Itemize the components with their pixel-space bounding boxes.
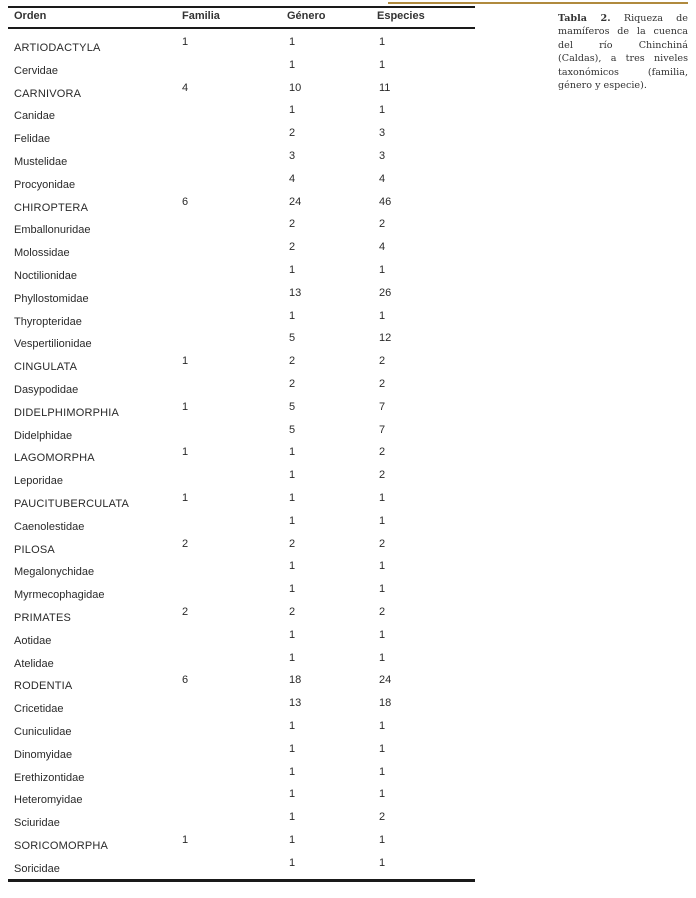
genero-count: 4 xyxy=(289,172,296,185)
taxon-name: Soricidae xyxy=(14,862,60,875)
especies-count: 1 xyxy=(379,651,386,664)
table-row xyxy=(8,355,475,378)
genero-count: 5 xyxy=(289,400,296,413)
taxon-name: Mustelidae xyxy=(14,155,68,168)
genero-count: 1 xyxy=(289,104,296,117)
table-bottom-rule xyxy=(8,879,475,882)
genero-count: 1 xyxy=(289,651,296,664)
table-row xyxy=(8,515,475,538)
especies-count: 3 xyxy=(379,127,386,140)
taxon-name: Noctilionidae xyxy=(14,269,77,282)
table-row xyxy=(8,538,475,561)
table-row xyxy=(8,629,475,652)
taxon-name: Procyonidae xyxy=(14,178,76,191)
taxon-name: Molossidae xyxy=(14,247,70,260)
table-row xyxy=(8,401,475,424)
especies-count: 1 xyxy=(379,742,386,755)
genero-count: 1 xyxy=(289,765,296,778)
especies-count: 26 xyxy=(379,286,392,299)
especies-count: 1 xyxy=(379,833,386,846)
especies-count: 1 xyxy=(379,560,386,573)
taxon-name: LAGOMORPHA xyxy=(14,452,95,465)
table-body xyxy=(8,36,475,879)
especies-count: 1 xyxy=(379,514,386,527)
taxon-name: CHIROPTERA xyxy=(14,201,89,214)
especies-count: 24 xyxy=(379,674,392,687)
especies-count: 1 xyxy=(379,104,386,117)
taxon-name: PILOSA xyxy=(14,543,55,556)
especies-count: 12 xyxy=(379,332,392,345)
especies-count: 2 xyxy=(379,605,386,618)
table-row xyxy=(8,59,475,82)
table-row xyxy=(8,127,475,150)
especies-count: 1 xyxy=(379,36,386,48)
genero-count: 1 xyxy=(289,309,296,322)
table-row xyxy=(8,378,475,401)
familia-count: 4 xyxy=(182,81,189,94)
taxon-name: Leporidae xyxy=(14,475,63,488)
especies-count: 1 xyxy=(379,719,386,732)
genero-count: 1 xyxy=(289,811,296,824)
especies-count: 46 xyxy=(379,195,392,208)
table-row xyxy=(8,560,475,583)
taxon-name: DIDELPHIMORPHIA xyxy=(14,406,120,419)
especies-count: 1 xyxy=(379,309,386,322)
especies-count: 2 xyxy=(379,811,386,824)
especies-count: 1 xyxy=(379,583,386,596)
header-especies: Especies xyxy=(377,10,425,22)
table-row xyxy=(8,310,475,333)
especies-count: 3 xyxy=(379,149,386,162)
taxon-name: Felidae xyxy=(14,133,51,146)
familia-count: 1 xyxy=(182,446,189,459)
familia-count: 1 xyxy=(182,355,189,368)
taxon-name: Phyllostomidae xyxy=(14,292,89,305)
especies-count: 1 xyxy=(379,263,386,276)
especies-count: 1 xyxy=(379,856,386,869)
taxon-name: Dasypodidae xyxy=(14,383,79,396)
especies-count: 1 xyxy=(379,788,386,801)
taxon-name: PRIMATES xyxy=(14,611,72,624)
especies-count: 2 xyxy=(379,469,386,482)
taxon-name: Caenolestidae xyxy=(14,520,85,533)
taxon-name: RODENTIA xyxy=(14,680,73,693)
table-row xyxy=(8,36,475,59)
taxon-name: Sciuridae xyxy=(14,817,60,830)
table-row xyxy=(8,150,475,173)
especies-count: 1 xyxy=(379,628,386,641)
table-row xyxy=(8,82,475,105)
table-row xyxy=(8,492,475,515)
genero-count: 1 xyxy=(289,514,296,527)
table-row xyxy=(8,834,475,857)
genero-count: 10 xyxy=(289,81,302,94)
taxon-name: Aotidae xyxy=(14,634,52,647)
genero-count: 24 xyxy=(289,195,302,208)
genero-count: 2 xyxy=(289,605,296,618)
header-orden: Orden xyxy=(14,10,47,22)
table-row xyxy=(8,697,475,720)
taxon-name: Cuniculidae xyxy=(14,725,72,738)
especies-count: 7 xyxy=(379,400,386,413)
taxon-name: Didelphidae xyxy=(14,429,73,442)
table-top-rule xyxy=(8,6,475,8)
especies-count: 2 xyxy=(379,377,386,390)
genero-count: 1 xyxy=(289,856,296,869)
taxon-name: Dinomyidae xyxy=(14,748,73,761)
genero-count: 1 xyxy=(289,833,296,846)
table-row xyxy=(8,583,475,606)
familia-count: 1 xyxy=(182,36,189,48)
taxon-name: Atelidae xyxy=(14,657,54,670)
header-accent-rule xyxy=(388,2,688,4)
genero-count: 1 xyxy=(289,628,296,641)
genero-count: 1 xyxy=(289,788,296,801)
familia-count: 6 xyxy=(182,674,189,687)
genero-count: 2 xyxy=(289,537,296,550)
taxon-name: Erethizontidae xyxy=(14,771,85,784)
genero-count: 1 xyxy=(289,742,296,755)
especies-count: 7 xyxy=(379,423,386,436)
genero-count: 13 xyxy=(289,697,302,710)
header-genero: Género xyxy=(287,10,326,22)
table-row xyxy=(8,104,475,127)
familia-count: 1 xyxy=(182,491,189,504)
genero-count: 2 xyxy=(289,241,296,254)
genero-count: 1 xyxy=(289,560,296,573)
header-familia: Familia xyxy=(182,10,220,22)
taxon-name: SORICOMORPHA xyxy=(14,839,109,852)
genero-count: 2 xyxy=(289,127,296,140)
table-row xyxy=(8,674,475,697)
genero-count: 1 xyxy=(289,36,296,48)
genero-count: 1 xyxy=(289,491,296,504)
familia-count: 1 xyxy=(182,400,189,413)
taxon-name: Cricetidae xyxy=(14,703,64,716)
especies-count: 18 xyxy=(379,697,392,710)
caption-text: Riqueza de mamíferos de la cuenca del río Chinchiná (Caldas), a tres niveles taxonómicos (familia, género y especie). xyxy=(558,13,688,92)
table-caption xyxy=(558,12,688,92)
taxon-name: Megalonychidae xyxy=(14,566,95,579)
genero-count: 13 xyxy=(289,286,302,299)
taxon-name: Myrmecophagidae xyxy=(14,589,105,602)
especies-count: 2 xyxy=(379,537,386,550)
taxon-name: CINGULATA xyxy=(14,361,78,374)
especies-count: 2 xyxy=(379,218,386,231)
familia-count: 1 xyxy=(182,833,189,846)
taxon-name: Emballonuridae xyxy=(14,224,91,237)
caption-label: Tabla 2. xyxy=(558,13,611,24)
table-row xyxy=(8,857,475,880)
especies-count: 2 xyxy=(379,355,386,368)
table-row xyxy=(8,218,475,241)
familia-count: 6 xyxy=(182,195,189,208)
genero-count: 18 xyxy=(289,674,302,687)
genero-count: 1 xyxy=(289,469,296,482)
especies-count: 4 xyxy=(379,241,386,254)
table-row xyxy=(8,446,475,469)
especies-count: 1 xyxy=(379,765,386,778)
table-row xyxy=(8,788,475,811)
especies-count: 1 xyxy=(379,58,386,71)
especies-count: 4 xyxy=(379,172,386,185)
especies-count: 1 xyxy=(379,491,386,504)
taxon-name: Cervidae xyxy=(14,64,59,77)
taxon-name: Vespertilionidae xyxy=(14,338,92,351)
table-row xyxy=(8,720,475,743)
genero-count: 1 xyxy=(289,58,296,71)
table-row xyxy=(8,241,475,264)
taxon-name: Canidae xyxy=(14,110,55,123)
table-row xyxy=(8,264,475,287)
taxon-name: PAUCITUBERCULATA xyxy=(14,497,130,510)
table-row xyxy=(8,811,475,834)
genero-count: 2 xyxy=(289,218,296,231)
taxon-name: ARTIODACTYLA xyxy=(14,42,101,54)
table-row xyxy=(8,743,475,766)
genero-count: 2 xyxy=(289,355,296,368)
taxon-name: Heteromyidae xyxy=(14,794,83,807)
genero-count: 1 xyxy=(289,263,296,276)
table-row xyxy=(8,652,475,675)
familia-count: 2 xyxy=(182,605,189,618)
especies-count: 2 xyxy=(379,446,386,459)
table-row xyxy=(8,766,475,789)
table-header-rule xyxy=(8,27,475,29)
genero-count: 1 xyxy=(289,446,296,459)
genero-count: 3 xyxy=(289,149,296,162)
table-row xyxy=(8,606,475,629)
genero-count: 1 xyxy=(289,583,296,596)
genero-count: 5 xyxy=(289,332,296,345)
especies-count: 11 xyxy=(379,81,391,94)
table-row xyxy=(8,469,475,492)
familia-count: 2 xyxy=(182,537,189,550)
taxon-name: Thyropteridae xyxy=(14,315,82,328)
table-row xyxy=(8,424,475,447)
genero-count: 2 xyxy=(289,377,296,390)
table-row xyxy=(8,287,475,310)
table-row xyxy=(8,173,475,196)
taxon-name: CARNIVORA xyxy=(14,87,82,100)
genero-count: 1 xyxy=(289,719,296,732)
table-row xyxy=(8,332,475,355)
genero-count: 5 xyxy=(289,423,296,436)
table-row xyxy=(8,196,475,219)
